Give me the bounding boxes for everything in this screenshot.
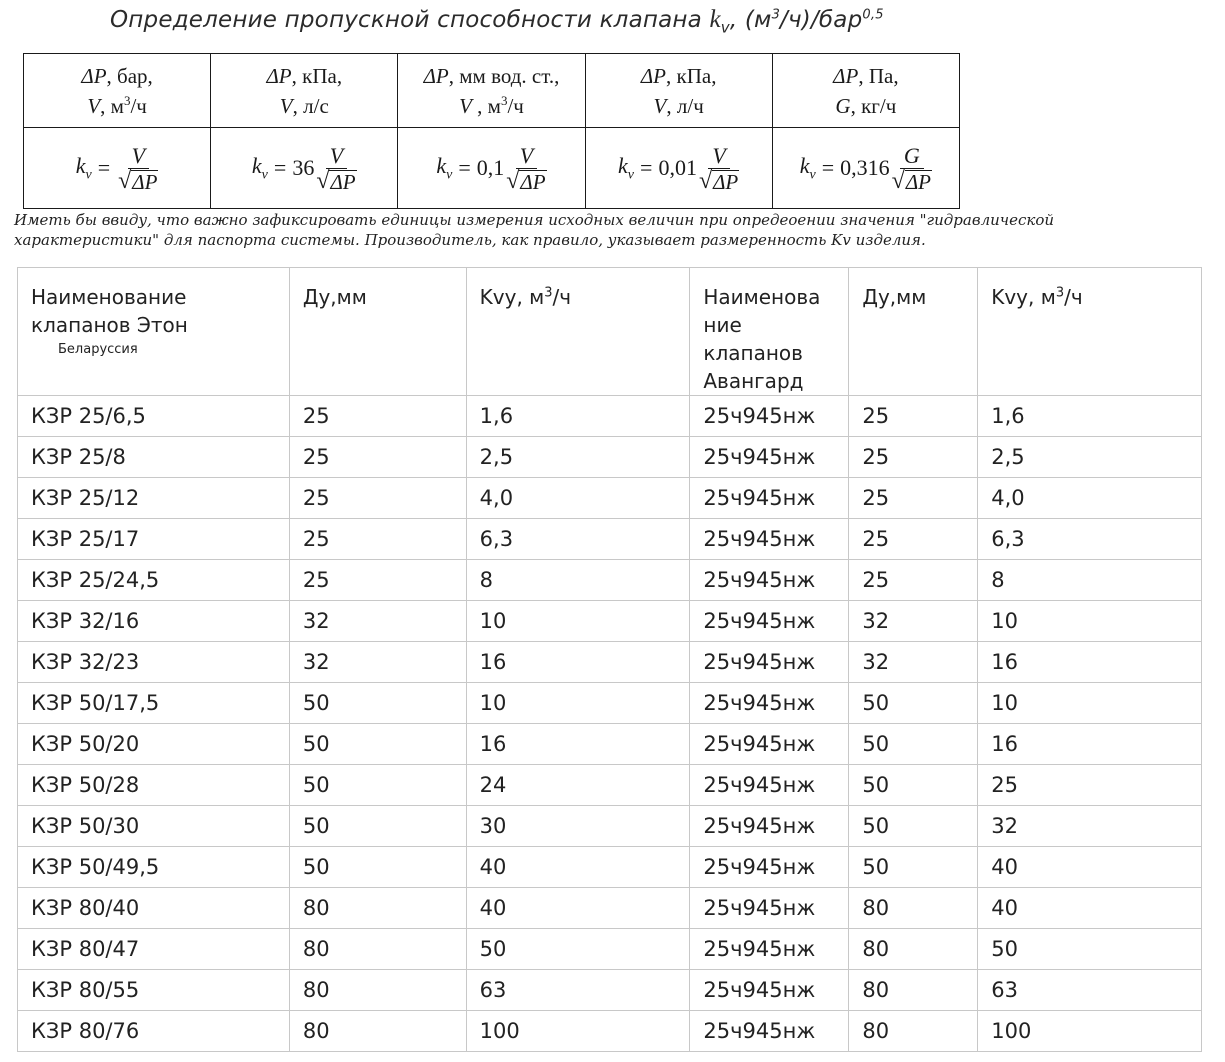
valve-table <box>17 267 1202 1052</box>
dn-1-cell: 32 <box>289 601 466 642</box>
country-label: Беларуссия <box>58 342 138 357</box>
valve-name-eton-cell: КЗР 25/8 <box>18 437 290 478</box>
dn-2-cell: 80 <box>849 1011 978 1052</box>
valve-name-avangard-cell: 25ч945нж <box>690 970 849 1011</box>
dn-1-cell: 25 <box>289 396 466 437</box>
table-row <box>18 847 1202 888</box>
formula-header-cell: ΔP, кПа, V, л/ч <box>585 54 772 128</box>
kvy-2-cell: 100 <box>978 1011 1202 1052</box>
kvy-2-cell: 1,6 <box>978 396 1202 437</box>
table-row <box>18 437 1202 478</box>
dn-1-cell: 32 <box>289 642 466 683</box>
kvy-2-cell: 32 <box>978 806 1202 847</box>
dn-1-cell: 25 <box>289 519 466 560</box>
formula-table <box>23 53 960 209</box>
valve-table-header <box>18 268 1202 396</box>
dn-1-cell: 50 <box>289 724 466 765</box>
dn-1-cell: 80 <box>289 1011 466 1052</box>
kvy-2-cell: 50 <box>978 929 1202 970</box>
dn-2-cell: 25 <box>849 437 978 478</box>
kvy-1-cell: 4,0 <box>466 478 690 519</box>
col-header-dn-2: Ду,мм <box>849 268 978 396</box>
valve-name-avangard-cell: 25ч945нж <box>690 806 849 847</box>
page-title: Определение пропускной способности клапана $k_v$, $(м^3/ч)/бар^{0,5}$ <box>110 6 884 37</box>
kvy-2-cell: 40 <box>978 888 1202 929</box>
kvy-2-cell: 10 <box>978 601 1202 642</box>
table-row <box>18 724 1202 765</box>
valve-name-eton-cell: КЗР 32/23 <box>18 642 290 683</box>
dn-2-cell: 50 <box>849 806 978 847</box>
col-header-name-eton: Наименование клапанов Этон Беларуссия <box>18 268 290 396</box>
valve-name-avangard-cell: 25ч945нж <box>690 683 849 724</box>
dn-2-cell: 25 <box>849 478 978 519</box>
table-row <box>18 1011 1202 1052</box>
valve-name-avangard-cell: 25ч945нж <box>690 765 849 806</box>
kvy-1-cell: 40 <box>466 888 690 929</box>
kvy-2-cell: 16 <box>978 724 1202 765</box>
valve-name-eton-cell: КЗР 50/28 <box>18 765 290 806</box>
formula-cell: $k_v$ = 0,01 V √ ΔP <box>585 128 772 209</box>
table-row <box>18 929 1202 970</box>
kvy-2-cell: 63 <box>978 970 1202 1011</box>
kvy-2-cell: 40 <box>978 847 1202 888</box>
valve-name-avangard-cell: 25ч945нж <box>690 601 849 642</box>
kvy-2-cell: 10 <box>978 683 1202 724</box>
valve-name-eton-cell: КЗР 50/30 <box>18 806 290 847</box>
valve-name-avangard-cell: 25ч945нж <box>690 724 849 765</box>
kvy-1-cell: 10 <box>466 683 690 724</box>
col-header-name-avangard: Наименова ние клапанов Авангард <box>690 268 849 396</box>
kvy-1-cell: 63 <box>466 970 690 1011</box>
kvy-1-cell: 100 <box>466 1011 690 1052</box>
kvy-1-cell: 1,6 <box>466 396 690 437</box>
dn-2-cell: 25 <box>849 560 978 601</box>
kvy-2-cell: 8 <box>978 560 1202 601</box>
table-row <box>18 765 1202 806</box>
kvy-2-cell: 4,0 <box>978 478 1202 519</box>
table-row <box>18 806 1202 847</box>
kvy-1-cell: 50 <box>466 929 690 970</box>
dn-2-cell: 80 <box>849 888 978 929</box>
valve-name-avangard-cell: 25ч945нж <box>690 519 849 560</box>
valve-name-eton-cell: КЗР 50/20 <box>18 724 290 765</box>
dn-1-cell: 80 <box>289 888 466 929</box>
kvy-2-cell: 2,5 <box>978 437 1202 478</box>
col-header-kvy-2: Kvy, $м^3/ч$ <box>978 268 1202 396</box>
kvy-1-cell: 16 <box>466 724 690 765</box>
valve-name-avangard-cell: 25ч945нж <box>690 929 849 970</box>
table-row <box>18 642 1202 683</box>
kvy-1-cell: 10 <box>466 601 690 642</box>
valve-name-eton-cell: КЗР 25/17 <box>18 519 290 560</box>
dn-1-cell: 50 <box>289 847 466 888</box>
valve-name-avangard-cell: 25ч945нж <box>690 642 849 683</box>
dn-2-cell: 50 <box>849 847 978 888</box>
dn-2-cell: 50 <box>849 683 978 724</box>
note-line-1: Иметь бы ввиду, что важно зафиксировать единицы измерения исходных величин при опредеоении значения "гидравлической <box>14 211 1055 229</box>
kvy-1-cell: 2,5 <box>466 437 690 478</box>
dn-2-cell: 50 <box>849 724 978 765</box>
kvy-1-cell: 40 <box>466 847 690 888</box>
valve-name-avangard-cell: 25ч945нж <box>690 437 849 478</box>
valve-name-eton-cell: КЗР 80/55 <box>18 970 290 1011</box>
valve-name-eton-cell: КЗР 32/16 <box>18 601 290 642</box>
dn-1-cell: 50 <box>289 765 466 806</box>
note-text <box>14 210 1114 250</box>
kvy-1-cell: 30 <box>466 806 690 847</box>
table-row <box>18 970 1202 1011</box>
valve-name-avangard-cell: 25ч945нж <box>690 560 849 601</box>
valve-name-avangard-cell: 25ч945нж <box>690 1011 849 1052</box>
valve-name-avangard-cell: 25ч945нж <box>690 478 849 519</box>
dn-2-cell: 32 <box>849 642 978 683</box>
table-row <box>18 683 1202 724</box>
formula-header-cell: ΔP, Па, G, кг/ч <box>772 54 959 128</box>
dn-2-cell: 80 <box>849 970 978 1011</box>
formula-cell: $k_v$ = 0,1 V √ ΔP <box>398 128 585 209</box>
dn-1-cell: 80 <box>289 970 466 1011</box>
dn-1-cell: 25 <box>289 478 466 519</box>
table-row <box>18 519 1202 560</box>
table-row <box>18 888 1202 929</box>
valve-name-eton-cell: КЗР 25/12 <box>18 478 290 519</box>
valve-name-eton-cell: КЗР 25/24,5 <box>18 560 290 601</box>
valve-name-eton-cell: КЗР 80/47 <box>18 929 290 970</box>
valve-name-eton-cell: КЗР 80/40 <box>18 888 290 929</box>
dn-1-cell: 80 <box>289 929 466 970</box>
valve-name-eton-cell: КЗР 50/49,5 <box>18 847 290 888</box>
kvy-2-cell: 16 <box>978 642 1202 683</box>
kvy-1-cell: 16 <box>466 642 690 683</box>
table-row <box>18 560 1202 601</box>
valve-name-eton-cell: КЗР 25/6,5 <box>18 396 290 437</box>
valve-name-eton-cell: КЗР 80/76 <box>18 1011 290 1052</box>
table-row <box>18 601 1202 642</box>
dn-2-cell: 80 <box>849 929 978 970</box>
formula-cell: $k_v$ = 36 V √ ΔP <box>211 128 398 209</box>
formula-cell: $k_v$ = 0,316 G √ ΔP <box>772 128 959 209</box>
dn-1-cell: 25 <box>289 437 466 478</box>
col-header-dn-1: Ду,мм <box>289 268 466 396</box>
kvy-2-cell: 25 <box>978 765 1202 806</box>
valve-name-eton-cell: КЗР 50/17,5 <box>18 683 290 724</box>
valve-name-avangard-cell: 25ч945нж <box>690 847 849 888</box>
kvy-2-cell: 6,3 <box>978 519 1202 560</box>
kvy-1-cell: 24 <box>466 765 690 806</box>
dn-1-cell: 50 <box>289 806 466 847</box>
note-line-2: характеристики" для паспорта системы. Производитель, как правило, указывает размеренность Kv изделия. <box>14 231 926 249</box>
table-row <box>18 396 1202 437</box>
formula-header-cell: ΔP, мм вод. ст., V , $м^3/ч$ <box>398 54 585 128</box>
dn-1-cell: 50 <box>289 683 466 724</box>
table-row <box>18 478 1202 519</box>
valve-name-avangard-cell: 25ч945нж <box>690 888 849 929</box>
kvy-1-cell: 6,3 <box>466 519 690 560</box>
dn-2-cell: 32 <box>849 601 978 642</box>
dn-1-cell: 25 <box>289 560 466 601</box>
dn-2-cell: 25 <box>849 396 978 437</box>
dn-2-cell: 25 <box>849 519 978 560</box>
kvy-1-cell: 8 <box>466 560 690 601</box>
formula-header-row <box>24 54 960 128</box>
dn-2-cell: 50 <box>849 765 978 806</box>
formula-header-cell: ΔP, кПа, V, л/с <box>211 54 398 128</box>
valve-name-avangard-cell: 25ч945нж <box>690 396 849 437</box>
formula-header-cell: ΔP, бар, V, $м^3/ч$ <box>24 54 211 128</box>
formula-cell: $k_v$ = V √ ΔP <box>24 128 211 209</box>
formula-row <box>24 128 960 209</box>
col-header-kvy-1: Kvy, $м^3/ч$ <box>466 268 690 396</box>
